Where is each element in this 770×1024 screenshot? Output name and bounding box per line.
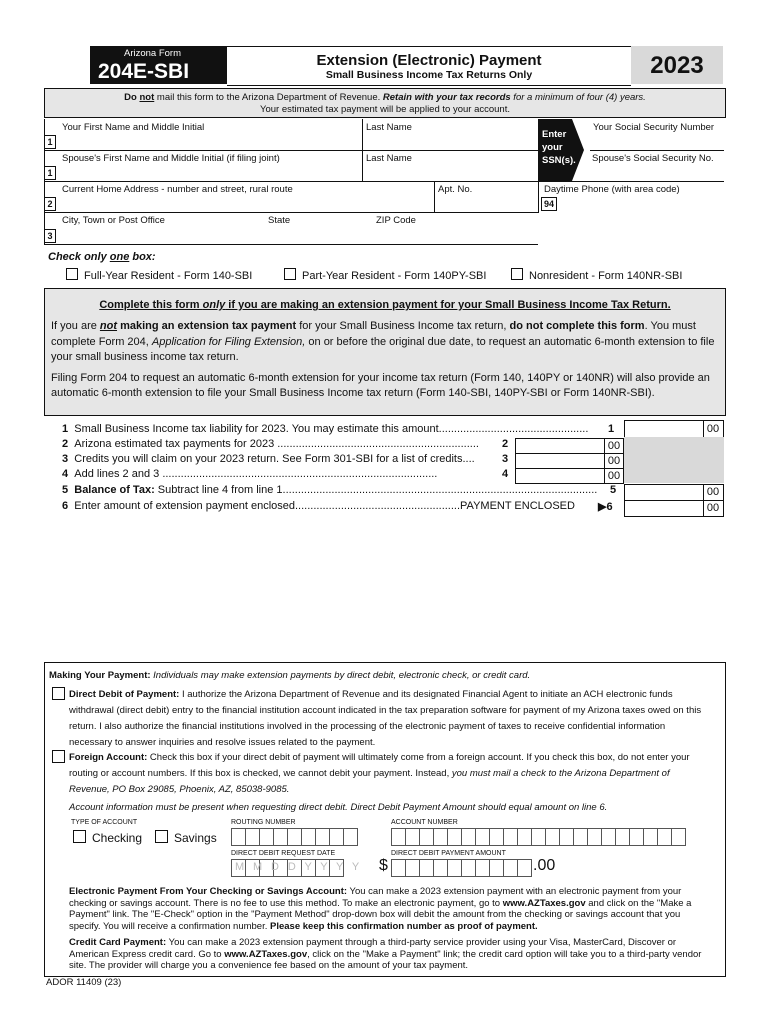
title-block (227, 46, 631, 86)
checking-checkbox[interactable] (73, 830, 86, 843)
state-input[interactable] (264, 227, 364, 242)
notice-bold: Retain with your tax records (382, 92, 511, 103)
notice-box (44, 88, 726, 118)
residency-option-full-year[interactable] (66, 268, 252, 282)
state-label: State (268, 215, 291, 226)
zip-label: ZIP Code (376, 215, 416, 226)
dd-text: I authorize the Arizona Department of Revenue and its designated Financial Agent to initiate an ACH electronic funds withdrawal (direct debit) entry to the financial institution account indicated in the tax preparation software for payment of my Arizona taxes owed on this return. I also authorize the financial institutions involved in the processing of the electronic payment of taxes to receive confidential information necessary to answer inquiries and resolve issues related to the payment. (69, 689, 702, 748)
shaded-area (624, 437, 724, 483)
line-6-ref: ▶6 (598, 501, 613, 513)
spouse-last-name-label: Last Name (366, 153, 412, 164)
residency-option-part-year[interactable] (284, 268, 486, 282)
notice-prefix: Do (124, 92, 140, 103)
line-5-amount[interactable] (624, 484, 704, 501)
line-6-amount[interactable] (624, 500, 704, 517)
info-box (44, 288, 726, 416)
checking-label: Checking (92, 831, 143, 845)
line-2-row (62, 438, 502, 450)
form-title: Extension (Electronic) Payment (316, 52, 542, 69)
savings-checkbox[interactable] (155, 830, 168, 843)
payment-heading-bold: Making Your Payment: (49, 670, 151, 681)
cc-text-a: You can make a 2023 extension payment through a third-party service provider using your Visa, MasterCard, Discover or American Express credit card. Go to (69, 937, 677, 960)
line-1-ref: 1 (608, 423, 615, 435)
ep-text-a: You can make a 2023 extension payment with an electronic payment from your checking or savings account. There is no fee to use this method. To make an electronic payment, go to (69, 886, 682, 909)
full-year-checkbox[interactable] (66, 268, 78, 280)
info-heading (45, 299, 725, 311)
payment-section (44, 662, 726, 977)
account-note: Account information must be present when requesting direct debit. Direct Debit Payment Amount should equal amount on line 6. (69, 802, 608, 813)
tax-year: 2023 (650, 52, 704, 79)
spouse-ssn-label: Spouse's Social Security No. (592, 153, 714, 164)
spouse-ssn-input[interactable] (592, 165, 722, 180)
debit-amount-input[interactable] (391, 859, 532, 877)
line-6-row (62, 500, 602, 512)
enter-ssn-line-3: SSN(s). (542, 155, 576, 166)
ssn-input[interactable] (592, 134, 722, 149)
line-5-row (62, 484, 612, 496)
address-label: Current Home Address - number and street, rural route (62, 184, 293, 195)
p1-a: If you are (51, 320, 100, 332)
part-year-checkbox[interactable] (284, 268, 296, 280)
info-paragraph-2: Filing Form 204 to request an automatic 6-month extension for your income tax return (Form 140, 140PY or 140NR) will also provide an automatic 6-month extension to file your Small Business Income tax return (Form 140-SBI, 140PY-SBI or Form 140NR-SBI). (51, 371, 710, 399)
form-number-block (90, 46, 227, 84)
ep-site-link[interactable]: www.AZTaxes.gov (502, 897, 586, 909)
line-1-row (62, 423, 622, 435)
payment-heading (49, 670, 530, 681)
line-4-cents: 00 (604, 468, 624, 484)
first-name-input[interactable] (58, 134, 358, 149)
line-5-text: Subtract line 4 from line 1....................................................................................................... (154, 484, 598, 496)
line-4-row (62, 468, 502, 480)
info-paragraph-1 (51, 319, 719, 366)
address-input[interactable] (58, 196, 430, 211)
debit-amount-cents: .00 (533, 857, 556, 874)
direct-debit-text (69, 687, 709, 751)
account-number-label: ACCOUNT NUMBER (391, 819, 458, 826)
line-3-text: Credits you will claim on your 2023 return. See Form 301-SBI for a list of credits.... (74, 453, 475, 465)
part-year-label: Part-Year Resident - Form 140PY-SBI (302, 270, 487, 282)
city-label: City, Town or Post Office (62, 215, 165, 226)
cc-site-link[interactable]: www.AZTaxes.gov (224, 948, 308, 960)
phone-label: Daytime Phone (with area code) (544, 184, 680, 195)
line-number-1b: 1 (44, 166, 56, 180)
checking-option[interactable] (73, 830, 142, 845)
line-6-cents: 00 (703, 500, 724, 517)
nonresident-checkbox[interactable] (511, 268, 523, 280)
debit-date-placeholder: M M D D Y Y Y Y (235, 861, 363, 873)
fa-title: Foreign Account: (69, 752, 148, 763)
residency-heading (48, 251, 156, 263)
ep-bold: Please keep this confirmation number as proof of payment. (270, 920, 538, 932)
notice-mid: mail this form to the Arizona Department of Revenue. (154, 92, 383, 103)
line-3-ref: 3 (502, 453, 509, 465)
account-number-input[interactable] (391, 828, 686, 846)
line-3-cents: 00 (604, 453, 624, 469)
enter-ssn-line-2: your (542, 142, 563, 153)
line-2-num: 2 (62, 438, 69, 450)
info-heading-b: if you are making an extension payment for your Small Business Income Tax Return. (225, 299, 671, 311)
line-5-num: 5 (62, 484, 69, 496)
form-label: Arizona Form (124, 48, 182, 59)
routing-number-input[interactable] (231, 828, 358, 846)
line-3-row (62, 453, 502, 465)
dollar-sign: $ (379, 857, 388, 874)
type-of-account-label: TYPE OF ACCOUNT (71, 819, 138, 826)
line-4-num: 4 (62, 468, 69, 480)
residency-option-nonresident[interactable] (511, 268, 682, 282)
line-1-amount[interactable] (624, 420, 704, 438)
spouse-first-name-input[interactable] (58, 165, 358, 180)
p1-f: Application for Filing Extension, (151, 335, 306, 348)
foreign-account-text (69, 750, 709, 798)
line-3-amount[interactable] (515, 453, 604, 469)
city-input[interactable] (58, 227, 258, 242)
residency-heading-prefix: Check only (48, 251, 110, 263)
taxpayer-info-grid (44, 119, 724, 245)
fa-italic: you must mail a check to the Arizona Department of Revenue, PO Box 29085, Phoenix, AZ, 85038-9085. (69, 768, 670, 795)
fa-text: Check this box if your direct debit of payment will ultimately come from a foreign account. If you check this box, do not enter your routing or account numbers. If this box is checked, we cannot debit your payment. Instead, (69, 752, 690, 779)
line-5-ref: 5 (610, 484, 617, 496)
direct-debit-checkbox[interactable] (52, 687, 65, 700)
savings-label: Savings (174, 831, 217, 845)
line-6-num: 6 (62, 500, 69, 512)
enter-ssn-text (542, 128, 576, 167)
p1-not: not (99, 320, 118, 332)
last-name-input[interactable] (364, 134, 534, 149)
nonresident-label: Nonresident - Form 140NR-SBI (529, 270, 683, 282)
cc-text-b: , click on the "Make a Payment" link; the credit card option will take you to a third-party vendor site. The provider will charge you a convenience fee based on the amount of your tax payment. (69, 948, 702, 971)
line-2-cents: 00 (604, 438, 624, 454)
residency-heading-suffix: box: (129, 251, 156, 263)
last-name-label: Last Name (366, 122, 412, 133)
line-number-2: 2 (44, 197, 56, 211)
ssn-label: Your Social Security Number (593, 122, 715, 133)
enter-ssn-line-1: Enter (542, 129, 567, 140)
line-5-bold: Balance of Tax: (74, 484, 155, 496)
ep-text-b: and click on the "Make a Payment" link. The "E-Check" option in the "Payment Method" drop-down box will debit the amount from the checking or savings account that you specify. You will receive a confirmation number. (69, 897, 692, 932)
notice-line2: Your estimated tax payment will be applied to your account. (260, 104, 510, 115)
phone-code-box: 94 (541, 197, 557, 211)
p1-g: on or before the original due date, to request an automatic 6-month extension to file your small business income tax return. (51, 335, 715, 363)
routing-number-label: ROUTING NUMBER (231, 819, 296, 826)
apt-input[interactable] (436, 196, 534, 211)
full-year-label: Full-Year Resident - Form 140-SBI (84, 270, 253, 282)
p1-d: do not complete this form (509, 320, 645, 332)
line-2-amount[interactable] (515, 438, 604, 454)
notice-not: not (139, 92, 155, 103)
p1-e: . You must complete Form 204, (51, 320, 696, 348)
line-4-ref: 4 (502, 468, 509, 480)
line-1-text: Small Business Income tax liability for 2023. You may estimate this amount................................................. (74, 423, 589, 435)
form-subtitle: Small Business Income Tax Returns Only (325, 69, 533, 81)
footer-form-id: ADOR 11409 (23) (46, 977, 122, 988)
first-name-label: Your First Name and Middle Initial (62, 122, 205, 133)
zip-input[interactable] (374, 227, 534, 242)
spouse-first-name-label: Spouse's First Name and Middle Initial (if filing joint) (62, 153, 280, 164)
electronic-payment-text (69, 886, 709, 932)
line-1-num: 1 (62, 423, 69, 435)
apt-label: Apt. No. (438, 184, 473, 195)
p1-c: for your Small Business Income tax return, (296, 320, 510, 332)
debit-date-label: DIRECT DEBIT REQUEST DATE (231, 850, 336, 857)
info-heading-only: only (202, 299, 226, 311)
debit-amount-label: DIRECT DEBIT PAYMENT AMOUNT (391, 850, 506, 857)
line-number-1: 1 (44, 135, 56, 149)
line-3-num: 3 (62, 453, 69, 465)
foreign-account-checkbox[interactable] (52, 750, 65, 763)
line-6-text: Enter amount of extension payment enclosed......................................................PAYMENT ENCLOSED (74, 500, 575, 512)
line-number-3: 3 (44, 229, 56, 243)
cc-title: Credit Card Payment: (69, 937, 167, 948)
dd-title: Direct Debit of Payment: (69, 689, 180, 700)
payment-heading-rest: Individuals may make extension payments by direct debit, electronic check, or credit card. (150, 670, 531, 681)
savings-option[interactable] (155, 830, 217, 845)
notice-end: for a minimum of four (4) years. (510, 92, 646, 103)
ep-title: Electronic Payment From Your Checking or Savings Account: (69, 886, 348, 897)
info-heading-a: Complete this form (99, 299, 203, 311)
credit-card-text (69, 937, 709, 972)
spouse-last-name-input[interactable] (364, 165, 534, 180)
line-2-text: Arizona estimated tax payments for 2023 .................................................................. (74, 438, 479, 450)
form-number: 204E-SBI (98, 60, 190, 83)
line-5-cents: 00 (703, 484, 724, 501)
line-4-amount[interactable] (515, 468, 604, 484)
year-block (631, 46, 723, 84)
phone-input[interactable] (558, 196, 718, 211)
p1-b: making an extension tax payment (117, 320, 297, 332)
line-2-ref: 2 (502, 438, 509, 450)
line-1-cents: 00 (703, 420, 724, 438)
line-4-text: Add lines 2 and 3 .......................................................................................... (74, 468, 438, 480)
residency-heading-one: one (109, 251, 130, 263)
